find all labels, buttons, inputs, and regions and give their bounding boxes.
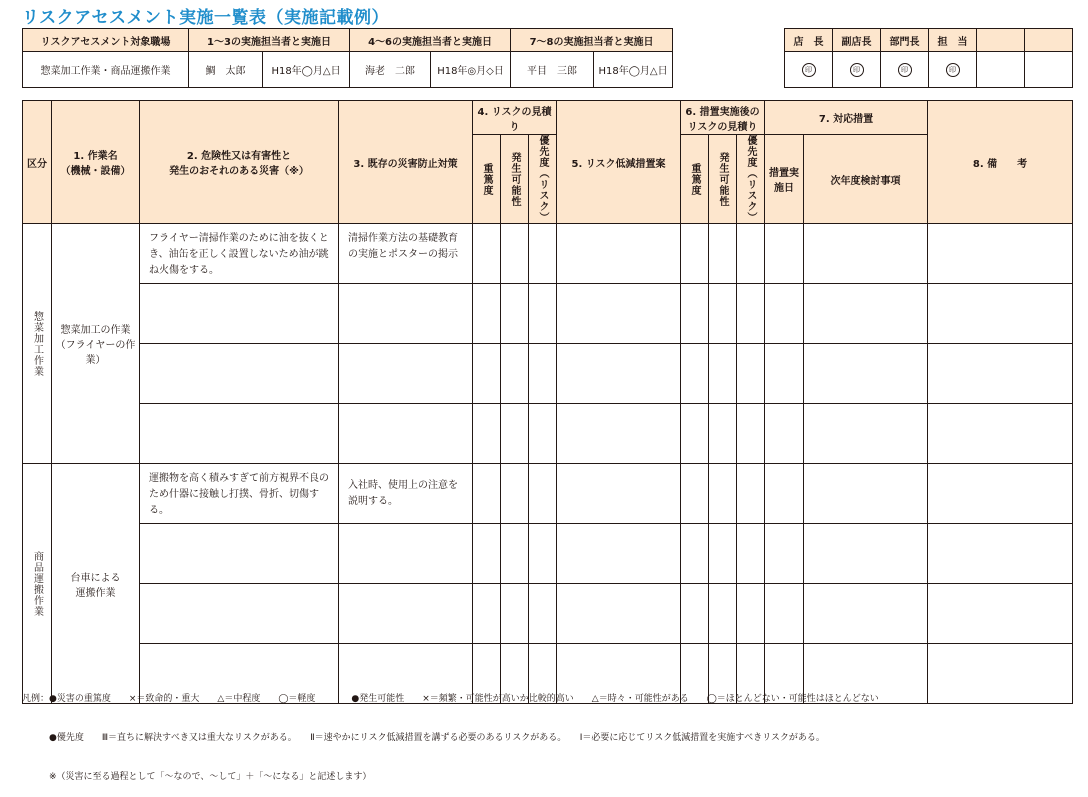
table-row <box>23 224 1073 284</box>
staff-3-name: 平目 三郎 <box>511 52 594 88</box>
header-next-year: 次年度検討事項 <box>804 135 928 224</box>
table-row <box>23 464 1073 524</box>
approval-title-blank <box>1025 29 1073 52</box>
legend-line: ※（災害に至る過程として「〜なので、〜して」＋「〜になる」と記述します） <box>22 772 372 782</box>
table-row <box>23 284 1073 344</box>
header-risk-after: 6. 措置実施後の リスクの見積り <box>681 101 765 135</box>
approval-title-dept-head: 部門長 <box>881 29 929 52</box>
approval-cell <box>833 52 881 88</box>
approval-title-blank <box>977 29 1025 52</box>
table-row <box>23 344 1073 404</box>
approval-table <box>784 28 1073 88</box>
header-staff-7-8: 7〜8の実施担当者と実施日 <box>511 29 673 52</box>
header-staff-1-3: 1〜3の実施担当者と実施日 <box>189 29 350 52</box>
approval-title-store-manager: 店 長 <box>785 29 833 52</box>
risk-assessment-table <box>22 100 1073 704</box>
staff-1-date: H18年◯月△日 <box>263 52 350 88</box>
header-hazard: 2. 危険性又は有害性と 発生のおそれのある災害（※） <box>140 101 339 224</box>
page-title: リスクアセスメント実施一覧表（実施記載例） <box>22 8 389 28</box>
header-risk-reduction: 5. リスク低減措置案 <box>557 101 681 224</box>
kubun-cell: 商品運搬作業 <box>23 464 52 704</box>
header-priority: 優先度（リスク） <box>529 135 557 224</box>
hazard-cell: フライヤー清掃作業のために油を抜くとき、油缶を正しく設置しないため油が跳ね火傷をする。 <box>140 224 339 284</box>
header-remarks: 8. 備 考 <box>928 101 1073 224</box>
approval-cell <box>881 52 929 88</box>
approval-title-staff: 担 当 <box>929 29 977 52</box>
staff-2-name: 海老 二郎 <box>350 52 431 88</box>
staff-1-name: 鯛 太郎 <box>189 52 263 88</box>
legend-line: ●優先度 Ⅲ＝直ちに解決すべき又は重大なリスクがある。 Ⅱ＝速やかにリスク低減措置を講ずる必要のあるリスクがある。 Ⅰ＝必要に応じてリスク低減措置を実施すべきリスクがある。 <box>22 733 825 743</box>
header-severity-after: 重篤度 <box>681 135 709 224</box>
table-row <box>23 524 1073 584</box>
seal-icon: 印 <box>850 63 864 77</box>
staff-3-date: H18年◯月△日 <box>594 52 673 88</box>
hazard-cell: 運搬物を高く積みすぎて前方視界不良のため什器に接触し打撲、骨折、切傷する。 <box>140 464 339 524</box>
kubun-cell: 惣菜加工作業 <box>23 224 52 464</box>
work-name-cell: 惣菜加工の作業 （フライヤーの作業） <box>52 224 140 464</box>
header-priority-after: 優先度（リスク） <box>737 135 765 224</box>
header-kubun: 区分 <box>23 101 52 224</box>
table-row <box>23 404 1073 464</box>
seal-icon: 印 <box>802 63 816 77</box>
work-name-cell: 台車による 運搬作業 <box>52 464 140 704</box>
approval-title-deputy: 副店長 <box>833 29 881 52</box>
approval-cell <box>977 52 1025 88</box>
header-severity: 重篤度 <box>473 135 501 224</box>
legend <box>22 667 879 797</box>
assignment-table <box>22 28 673 88</box>
header-likelihood-after: 発生可能性 <box>709 135 737 224</box>
header-work-name: 1. 作業名 （機械・設備） <box>52 101 140 224</box>
existing-measures-cell: 清掃作業方法の基礎教育の実施とポスターの掲示 <box>339 224 473 284</box>
seal-icon: 印 <box>898 63 912 77</box>
header-likelihood: 発生可能性 <box>501 135 529 224</box>
header-implementation-date: 措置実施日 <box>765 135 804 224</box>
table-row <box>23 584 1073 644</box>
approval-cell <box>1025 52 1073 88</box>
approval-cell <box>785 52 833 88</box>
header-existing-measures: 3. 既存の災害防止対策 <box>339 101 473 224</box>
header-staff-4-6: 4〜6の実施担当者と実施日 <box>350 29 511 52</box>
seal-icon: 印 <box>946 63 960 77</box>
workplace-value: 惣菜加工作業・商品運搬作業 <box>23 52 189 88</box>
legend-line: 凡例：●災害の重篤度 ×＝致命的・重大 △＝中程度 ◯＝軽度 ●発生可能性 ×＝頻繁・可能性が高いか比較的高い △＝時々・可能性がある ◯＝ほとんどない・可能性はほとんどない <box>22 694 879 704</box>
approval-cell <box>929 52 977 88</box>
header-response: 7. 対応措置 <box>765 101 928 135</box>
header-workplace: リスクアセスメント対象職場 <box>23 29 189 52</box>
header-risk-estimate: 4. リスクの見積り <box>473 101 557 135</box>
existing-measures-cell: 入社時、使用上の注意を説明する。 <box>339 464 473 524</box>
staff-2-date: H18年◎月◇日 <box>431 52 511 88</box>
